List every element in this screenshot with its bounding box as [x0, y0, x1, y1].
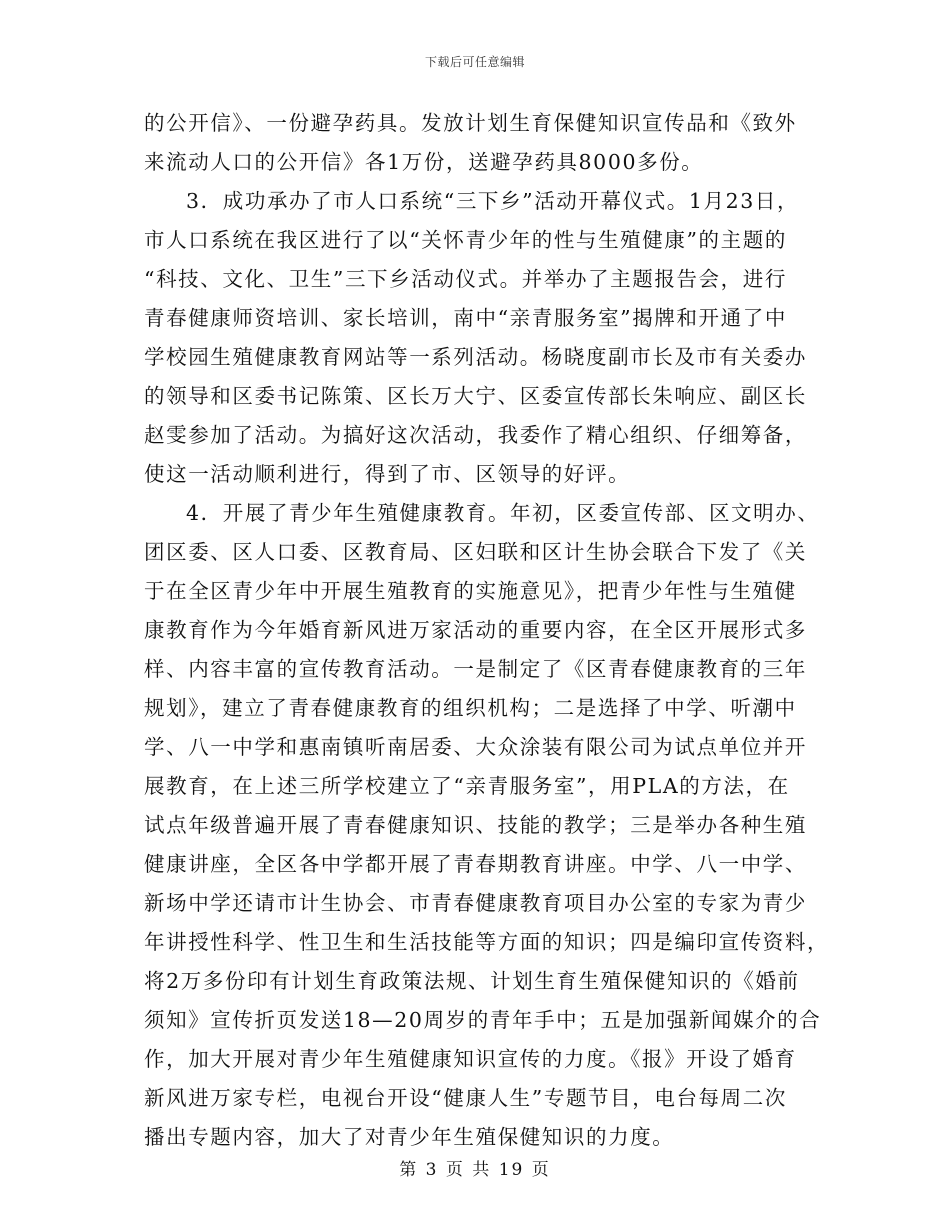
paragraph-line: 4．开展了青少年生殖健康教育。年初，区委宣传部、区文明办、: [186, 501, 820, 525]
paragraph-line: 将2万多份印有计划生育政策法规、计划生育生殖保健知识的《婚前: [144, 969, 800, 993]
paragraph-line: 作，加大开展对青少年生殖健康知识宣传的力度。《报》开设了婚育: [144, 1047, 797, 1071]
paragraph-line: 试点年级普遍开展了青春健康知识、技能的教学；三是举办各种生殖: [144, 813, 807, 837]
paragraph-line: 于在全区青少年中开展生殖教育的实施意见》，把青少年性与生殖健: [144, 579, 797, 603]
paragraph-line: 3．成功承办了市人口系统“三下乡”活动开幕仪式。1月23日，: [186, 189, 800, 213]
paragraph-line: 年讲授性科学、性卫生和生活技能等方面的知识；四是编印宣传资料，: [144, 930, 830, 954]
paragraph-line: 的领导和区委书记陈策、区长万大宁、区委宣传部长朱响应、副区长: [144, 384, 807, 408]
paragraph-line: 播出专题内容，加大了对青少年生殖保健知识的力度。: [144, 1125, 675, 1149]
paragraph-line: 须知》宣传折页发送18—20周岁的青年手中；五是加强新闻媒介的合: [144, 1008, 822, 1032]
paragraph-line: 新场中学还请市计生协会、市青春健康教育项目办公室的专家为青少: [144, 891, 807, 915]
paragraph-line: 学校园生殖健康教育网站等一系列活动。杨晓度副市长及市有关委办: [144, 345, 807, 369]
paragraph-line: 使这一活动顺利进行，得到了市、区领导的好评。: [144, 462, 631, 486]
document-body: [144, 104, 830, 1157]
page-number-footer: 第 3 页 共 19 页: [399, 1160, 551, 1180]
paragraph-line: 新风进万家专栏，电视台开设“健康人生”专题节目，电台每周二次: [144, 1086, 787, 1110]
paragraph-line: 康教育作为今年婚育新风进万家活动的重要内容，在全区开展形式多: [144, 618, 807, 642]
paragraph-line: 展教育，在上述三所学校建立了“亲青服务室”，用PLA的方法，在: [144, 774, 790, 798]
paragraph-line: 来流动人口的公开信》各1万份，送避孕药具8000多份。: [144, 150, 704, 174]
paragraph-line: 规划》，建立了青春健康教育的组织机构；二是选择了中学、听潮中: [144, 696, 797, 720]
paragraph-line: “科技、文化、卫生”三下乡活动仪式。并举办了主题报告会，进行: [144, 267, 787, 291]
paragraph-line: 学、八一中学和惠南镇听南居委、大众涂装有限公司为试点单位并开: [144, 735, 807, 759]
paragraph-line: 市人口系统在我区进行了以“关怀青少年的性与生殖健康”的主题的: [144, 228, 787, 252]
page-header: 下载后可任意编辑: [424, 55, 525, 69]
paragraph-line: 的公开信》、一份避孕药具。发放计划生育保健知识宣传品和《致外: [144, 111, 797, 135]
paragraph-line: 青春健康师资培训、家长培训，南中“亲青服务室”揭牌和开通了中: [144, 306, 787, 330]
paragraph-line: 样、内容丰富的宣传教育活动。一是制定了《区青春健康教育的三年: [144, 657, 807, 681]
paragraph-line: 健康讲座，全区各中学都开展了青春期教育讲座。中学、八一中学、: [144, 852, 807, 876]
paragraph-line: 赵雯参加了活动。为搞好这次活动，我委作了精心组织、仔细筹备，: [144, 423, 807, 447]
paragraph-line: 团区委、区人口委、区教育局、区妇联和区计生协会联合下发了《关: [144, 540, 807, 564]
